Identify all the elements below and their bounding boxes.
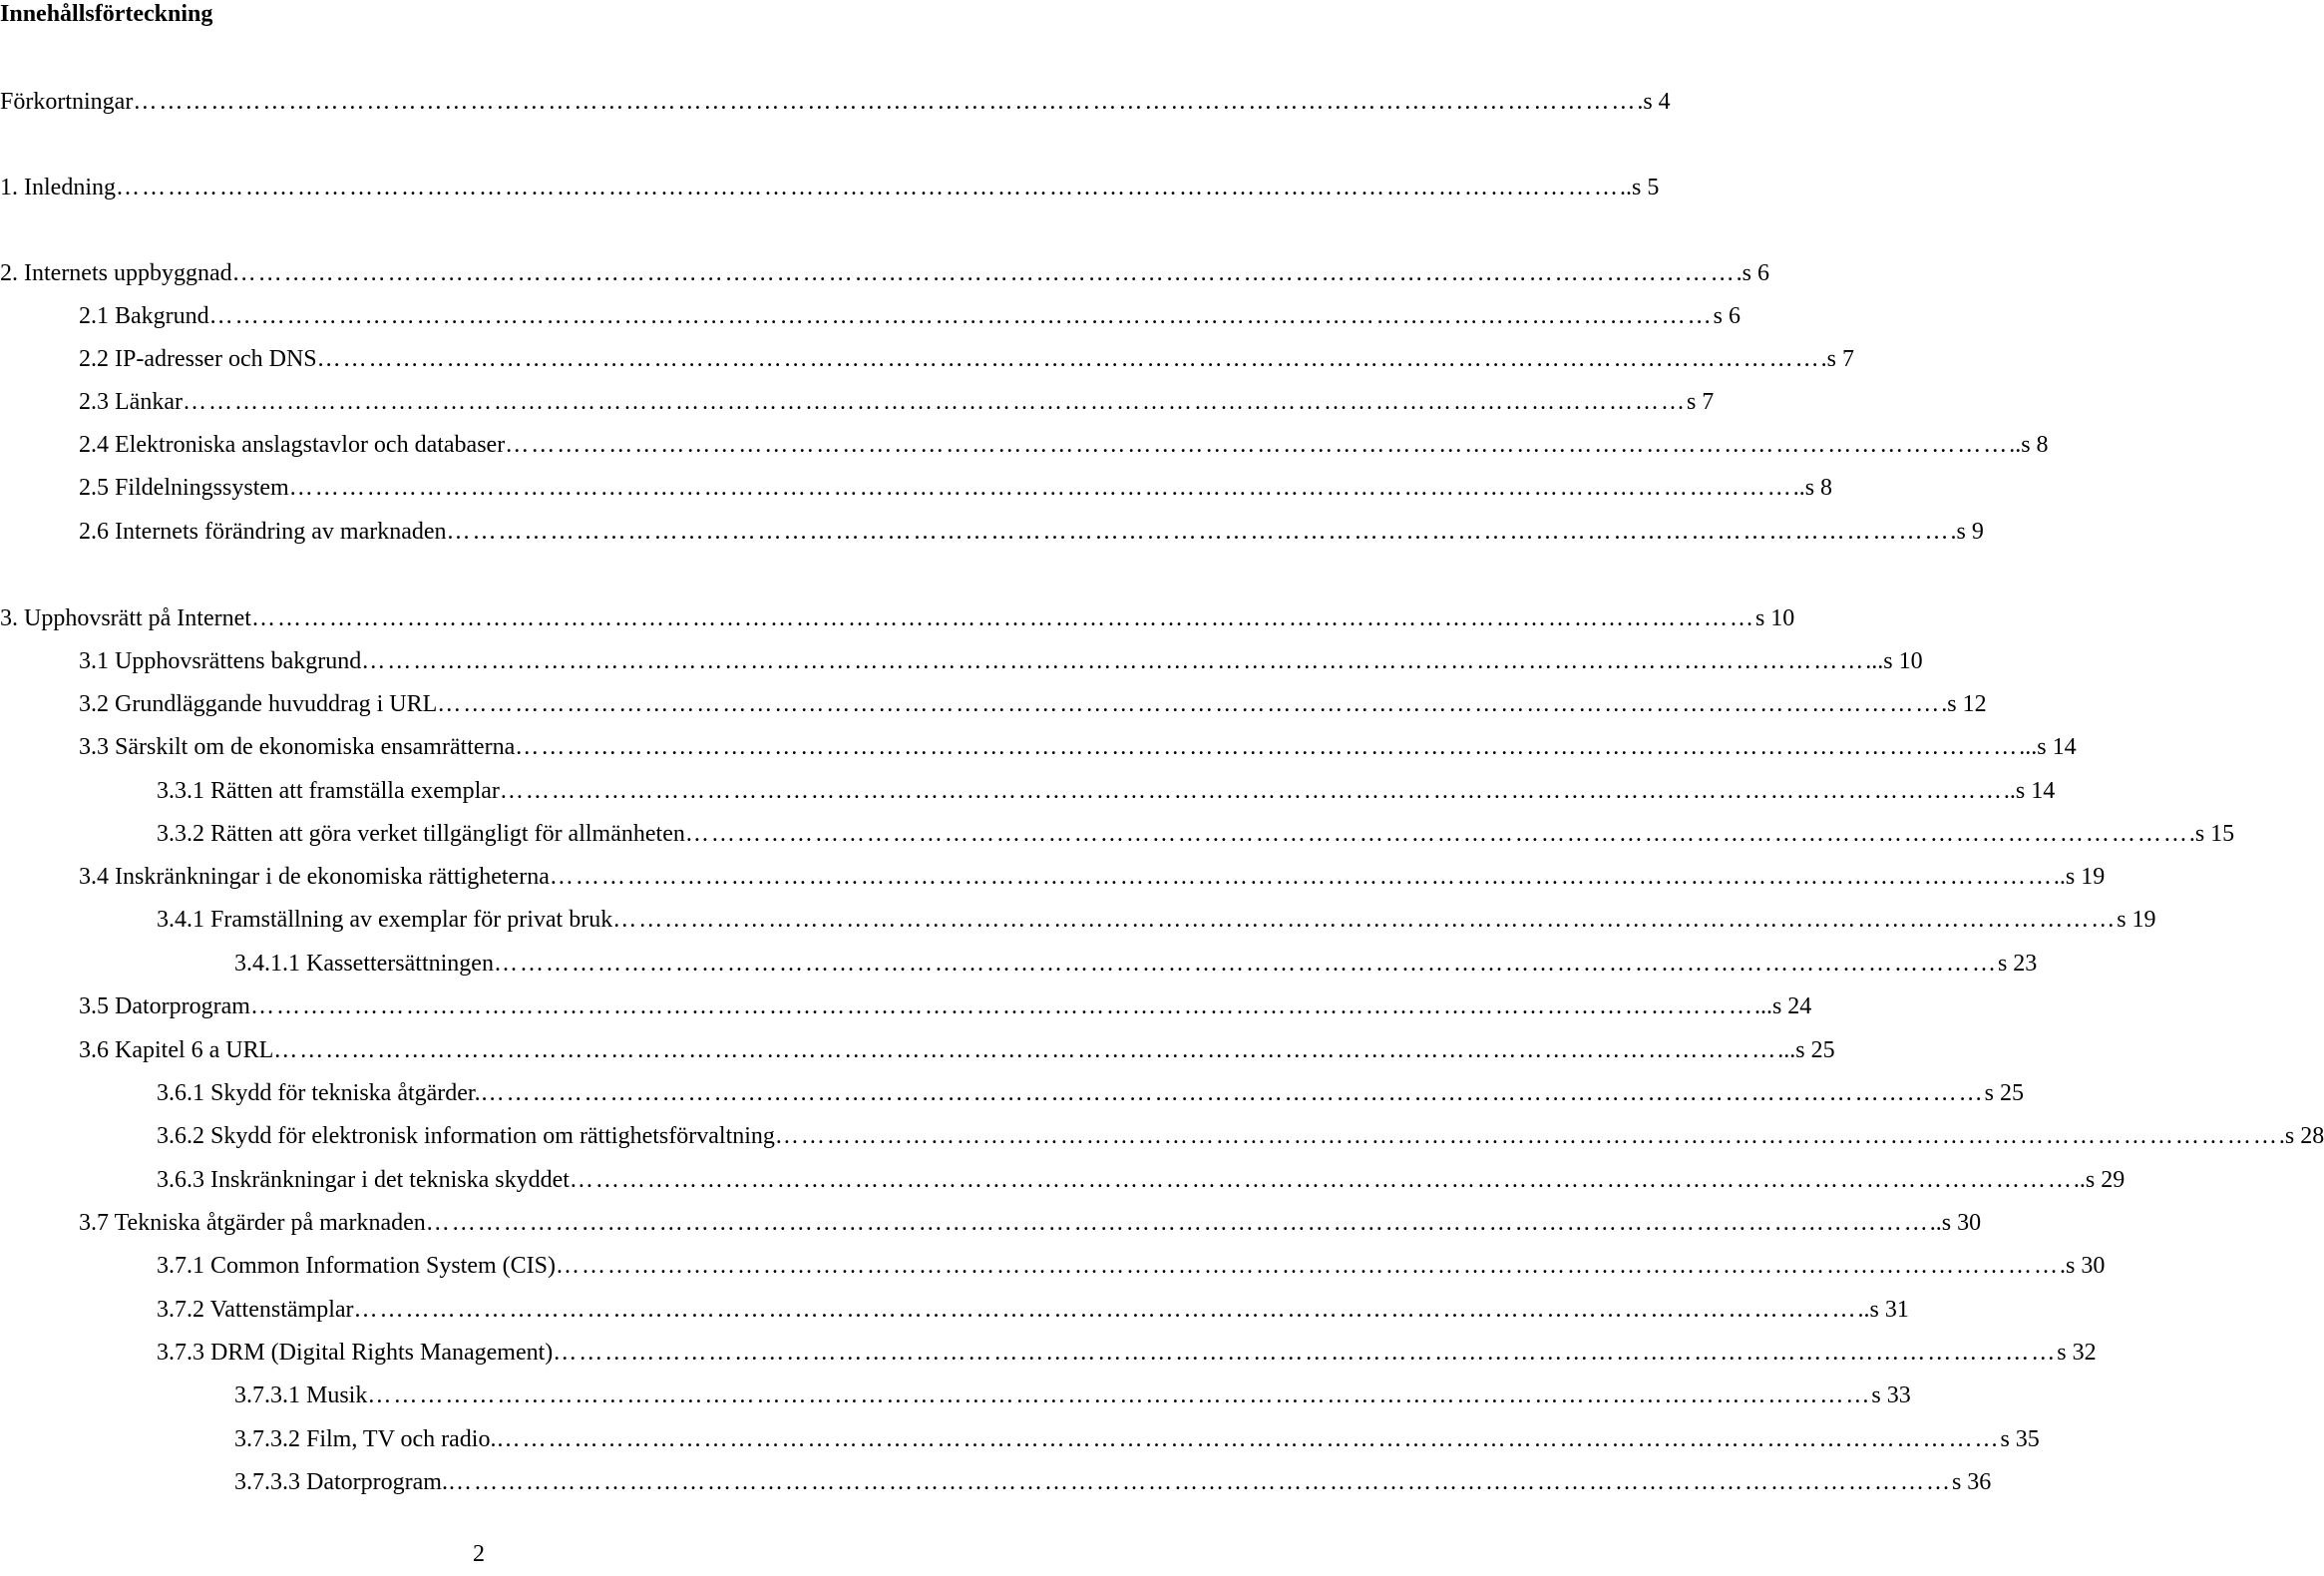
toc-entry [0,87,1671,117]
toc-leader-dots: ………………………………………………………………………………………………………………………………………………………… [437,691,1942,717]
toc-entry [79,473,1833,503]
toc-entry [79,732,2077,762]
toc-entry-label: 1. Inledning [0,175,116,200]
toc-entry-page: .s 15 [2188,821,2235,847]
toc-entry-label: 2.1 Bakgrund [79,303,209,329]
toc-entry [157,1295,1909,1325]
toc-entry-label: 3.3.1 Rätten att framställa exemplar [157,778,500,804]
toc-entry-label: 3.3 Särskilt om de ekonomiska ensamrätterna [79,734,516,760]
toc-entry [79,689,1987,719]
toc-entry-page: .s 12 [1941,691,1987,717]
toc-leader-dots: ………………………………………………………………………………………………………………………………………………………… [493,951,1998,977]
toc-leader-dots: ………………………………………………………………………………………………………………………………………………………… [273,1037,1778,1063]
toc-entry-label: 3.4 Inskränkningar i de ekonomiska rättigheterna [79,864,550,890]
toc-entry-page: ..s 14 [2003,778,2056,804]
toc-entry-label: 2.2 IP-adresser och DNS [79,346,317,372]
toc-entry-page: .s 9 [1950,519,1984,545]
toc-entry-label: 3. Upphovsrätt på Internet [0,605,251,631]
toc-entry-label: 3.7 Tekniska åtgärder på marknaden [79,1210,426,1236]
toc-leader-dots: ………………………………………………………………………………………………………………………………………………………… [612,907,2118,933]
toc-entry [157,1338,2097,1368]
toc-leader-dots: ………………………………………………………………………………………………………………………………………………………… [774,1123,2279,1149]
toc-leader-dots: ………………………………………………………………………………………………………………………………………………………… [549,864,2054,890]
toc-entry-label: 2.5 Fildelningssystem [79,475,289,501]
toc-leader-dots: ………………………………………………………………………………………………………………………………………………………… [425,1210,1930,1236]
toc-entry-page: ..s 8 [1792,475,1833,501]
toc-entry [79,387,1715,417]
toc-entry-label: 3.7.3.3 Datorprogram. [234,1469,448,1495]
toc-entry [157,1165,2126,1195]
toc-entry [157,776,2056,806]
toc-entry-page: .s 28 [2278,1123,2324,1149]
toc-title: Innehållsförteckning [0,1,213,27]
toc-leader-dots: ………………………………………………………………………………………………………………………………………………………… [446,519,1951,545]
toc-entry-label: 3.4.1.1 Kassettersättningen [234,951,494,977]
toc-entry [79,646,1923,676]
toc-entry [79,517,1984,547]
toc-leader-dots: ………………………………………………………………………………………………………………………………………………………… [555,1253,2060,1279]
toc-entry-page: s 32 [2057,1340,2097,1366]
toc-leader-dots: ………………………………………………………………………………………………………………………………………………………… [288,475,1793,501]
toc-entry-page: ...s 25 [1777,1037,1835,1063]
toc-entry-page: s 33 [1871,1382,1911,1408]
toc-entry-label: 2.3 Länkar [79,389,183,415]
toc-entry [157,1078,2024,1108]
toc-leader-dots: ………………………………………………………………………………………………………………………………………………………… [361,648,1866,674]
toc-entry-label: 2.4 Elektroniska anslagstavlor och databaser [79,432,506,458]
toc-entry-page: ..s 30 [1929,1210,1982,1236]
toc-entry-page: s 7 [1686,389,1715,415]
toc-entry-page: s 25 [1984,1080,2024,1106]
toc-leader-dots: ………………………………………………………………………………………………………………………………………………………… [208,303,1714,329]
toc-entry-page: .s 30 [2059,1253,2106,1279]
toc-entry [79,1035,1835,1065]
toc-entry [234,1424,2040,1454]
toc-entry-page: s 35 [2000,1426,2040,1452]
toc-entry-label: 2.6 Internets förändring av marknaden [79,519,447,545]
toc-entry-label: 3.6.2 Skydd för elektronisk information om rättighetsförvaltning [157,1123,775,1149]
toc-entry [0,173,1660,202]
toc-entry [79,1208,1982,1238]
toc-entry-page: .s 4 [1637,89,1671,115]
page-number: 2 [473,1541,485,1567]
toc-entry-label: 3.3.2 Rätten att göra verket tillgängligt för allmänheten [157,821,685,847]
toc-entry-label: 3.6.1 Skydd för tekniska åtgärder. [157,1080,481,1106]
toc-entry [79,862,2106,892]
toc-entry-label: Förkortningar [0,89,134,115]
toc-entry-page: ...s 24 [1753,993,1812,1019]
toc-entry-label: 3.7.1 Common Information System (CIS) [157,1253,556,1279]
toc-entry-page: ...s 10 [1865,648,1923,674]
toc-leader-dots: ………………………………………………………………………………………………………………………………………………………… [250,605,1755,631]
toc-leader-dots: ………………………………………………………………………………………………………………………………………………………… [499,778,2004,804]
toc-entry [234,949,2038,979]
toc-entry [157,905,2156,935]
toc-entry-label: 3.4.1 Framställning av exemplar för privat bruk [157,907,613,933]
toc-entry [157,819,2235,849]
toc-entry-page: ..s 8 [2009,432,2049,458]
toc-leader-dots: ………………………………………………………………………………………………………………………………………………………… [115,175,1620,200]
toc-entry-page: s 10 [1754,605,1795,631]
toc-entry-page: s 23 [1997,951,2038,977]
toc-leader-dots: ………………………………………………………………………………………………………………………………………………………… [569,1167,2074,1193]
toc-entry-label: 3.6.3 Inskränkningar i det tekniska skyddet [157,1167,570,1193]
toc-entry-label: 3.1 Upphovsrättens bakgrund [79,648,362,674]
toc-entry-label: 3.7.2 Vattenstämplar [157,1297,354,1323]
toc-entry-page: .s 6 [1736,260,1769,286]
toc-entry-page: ..s 5 [1619,175,1660,200]
toc-entry-label: 3.5 Datorprogram [79,993,250,1019]
toc-leader-dots: ………………………………………………………………………………………………………………………………………………………… [249,993,1754,1019]
toc-entry-page: s 19 [2117,907,2156,933]
toc-leader-dots: ………………………………………………………………………………………………………………………………………………………… [133,89,1638,115]
toc-entry-label: 3.6 Kapitel 6 a URL [79,1037,274,1063]
toc-entry-label: 3.7.3.2 Film, TV och radio. [234,1426,497,1452]
toc-entry [234,1467,1992,1497]
toc-entry [79,991,1812,1021]
toc-entry-page: s 36 [1951,1469,1992,1495]
toc-entry-page: ..s 19 [2053,864,2106,890]
toc-entry-label: 3.2 Grundläggande huvuddrag i URL [79,691,438,717]
toc-entry-page: s 6 [1713,303,1741,329]
toc-leader-dots: ………………………………………………………………………………………………………………………………………………………… [553,1340,2058,1366]
toc-leader-dots: ………………………………………………………………………………………………………………………………………………………… [480,1080,1985,1106]
toc-entry-page: ...s 14 [2019,734,2077,760]
toc-leader-dots: ………………………………………………………………………………………………………………………………………………………… [316,346,1821,372]
toc-entry [79,430,2049,460]
toc-leader-dots: ………………………………………………………………………………………………………………………………………………………… [496,1426,2001,1452]
toc-entry [157,1251,2106,1281]
toc-entry [79,301,1741,331]
toc-leader-dots: ………………………………………………………………………………………………………………………………………………………… [353,1297,1858,1323]
toc-leader-dots: ………………………………………………………………………………………………………………………………………………………… [231,260,1737,286]
toc-leader-dots: ………………………………………………………………………………………………………………………………………………………… [447,1469,1952,1495]
toc-entry [234,1380,1911,1410]
toc-entry [0,258,1769,288]
toc-leader-dots: ………………………………………………………………………………………………………………………………………………………… [505,432,2010,458]
toc-entry [79,344,1854,374]
toc-entry [157,1121,2324,1151]
toc-entry-page: .s 7 [1820,346,1854,372]
toc-entry-label: 3.7.3.1 Musik [234,1382,368,1408]
toc-leader-dots: ………………………………………………………………………………………………………………………………………………………… [684,821,2189,847]
toc-entry-label: 3.7.3 DRM (Digital Rights Management) [157,1340,554,1366]
toc-leader-dots: ………………………………………………………………………………………………………………………………………………………… [182,389,1687,415]
toc-leader-dots: ………………………………………………………………………………………………………………………………………………………… [515,734,2020,760]
toc-entry-page: ..s 31 [1857,1297,1909,1323]
toc-leader-dots: ………………………………………………………………………………………………………………………………………………………… [367,1382,1872,1408]
toc-entry-page: ..s 29 [2073,1167,2126,1193]
toc-entry-label: 2. Internets uppbyggnad [0,260,232,286]
toc-entry [0,603,1795,633]
